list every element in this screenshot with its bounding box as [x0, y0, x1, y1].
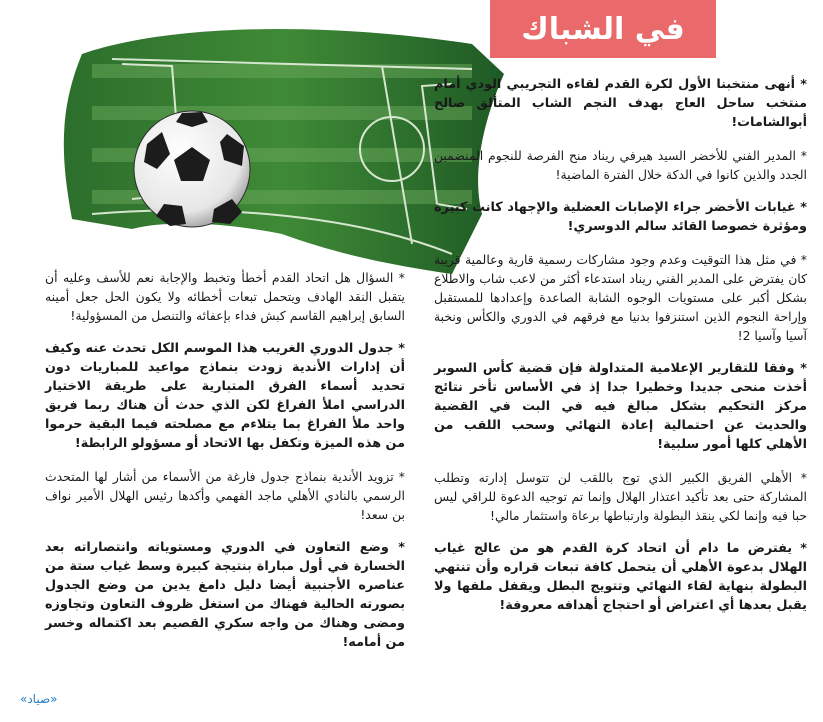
left-article-column [45, 268, 405, 666]
paragraph: * الأهلي الفريق الكبير الذي توج باللقب لن تتوسل إدارته وتطلب المشاركة حتى بعد تأكيد اعتذار الهلال وإنما تم توجيه الدعوة للراقي ليس حبا فيه وإنما لكي ينقذ البطولة وارتباطها برعاة واستثمار مالي! [434, 470, 807, 523]
section-title: في الشباك [521, 11, 685, 47]
paragraph: * يفترض ما دام أن اتحاد كرة القدم هو من عالج غياب الهلال بدعوة الأهلي أن يتحمل كافة تبعات قراره وأن تنتهي البطولة بنهاية لقاء النهائي وتتويج البطل ويقفل ملفها ولا يقبل بعدها أي اعتراض أو احتجاج أهدافه معروفة! [434, 541, 807, 613]
paragraph: * وفقا للتقارير الإعلامية المتداولة فإن قضية كأس السوبر أخذت منحى جديدا وخطيرا جدا إذ في الأساس تأخر نتائج مركز التحكيم بشكل مبالغ فيه في البت في القضية والحديث عن احتمالية إعادة النهائي وسحب اللقب من الأهلي كلها أمور سلبية! [434, 361, 807, 452]
paragraph: * أنهى منتخبنا الأول لكرة القدم لقاءه التجريبي الودي أمام منتخب ساحل العاج بهدف النجم الشاب المتألق صالح أبوالشامات! [434, 77, 807, 130]
soccer-ball-icon [134, 111, 250, 227]
paragraph: * في مثل هذا التوقيت وعدم وجود مشاركات رسمية قارية وعالمية قريبة كان يفترض على المدير الفني ريناد استدعاء أكثر من لاعب شاب والاطلاع بشكل أكبر على مستويات الوجوه الشابة الصاعدة وإعدادها للمستقبل وإراحة النجوم الذين استنزفوا بدنيا مع فرقهم في الدوري والكأس ونخبة آسيا وآسيا 2! [434, 252, 807, 343]
right-article-column [434, 75, 807, 629]
paragraph: * جدول الدوري الغريب هذا الموسم الكل تحدث عنه وكيف أن إدارات الأندية زودت بنماذج مواعيد للمباريات دون تحديد أسماء الفرق المتبارية على طريقة الاختيار الدراسي املأ الفراغ لكن الذي حدث أن هناك ربما فريق واحد ملأ الفراغ بما يتلاءم مع مصلحته فيما البقية حرموا من هذه الميزة وتكفل بها الاتحاد أو مسؤولو الرابطة! [45, 341, 405, 451]
paragraph: * تزويد الأندية بنماذج جدول فارغة من الأسماء من أشار لها المتحدث الرسمي بالنادي الأهلي ماجد الفهمي وأكدها رئيس الهلال الأمير نواف بن سعد! [45, 469, 405, 522]
paragraph: * السؤال هل اتحاد القدم أخطأ وتخبط والإجابة نعم للأسف وعليه أن يتقبل النقد الهادف ويتحمل تبعات أخطائه ولا يكون الحل جعل أمينه السابق إبراهيم القاسم كبش فداء بإعفائه والتنصل من المسؤولية! [45, 270, 405, 323]
source-credit: «صياد» [20, 692, 58, 706]
paragraph: * المدير الفني للأخضر السيد هيرفي ريناد منح الفرصة للنجوم المنضمين الجدد والذين كانوا في الدكة خلال الفترة الماضية! [434, 148, 807, 182]
paragraph: * غيابات الأخضر جراء الإصابات العضلية والإجهاد كانت كبيرة ومؤثرة خصوصا القائد سالم الدوسري! [434, 200, 807, 234]
paragraph: * وضع التعاون في الدوري ومستوياته وانتصاراته بعد الخسارة في أول مباراة بنتيجة كبيرة وسط غياب ستة من عناصره الأجنبية أيضا دليل دامغ يدين من وضع الجدول بصورته الحالية فهناك من استغل ظروف التعاون وتجاوزه ومضى وهناك من واجه سكري القصيم بعد اكتماله وخسر من أمامه! [45, 540, 405, 650]
section-title-banner [490, 0, 716, 58]
